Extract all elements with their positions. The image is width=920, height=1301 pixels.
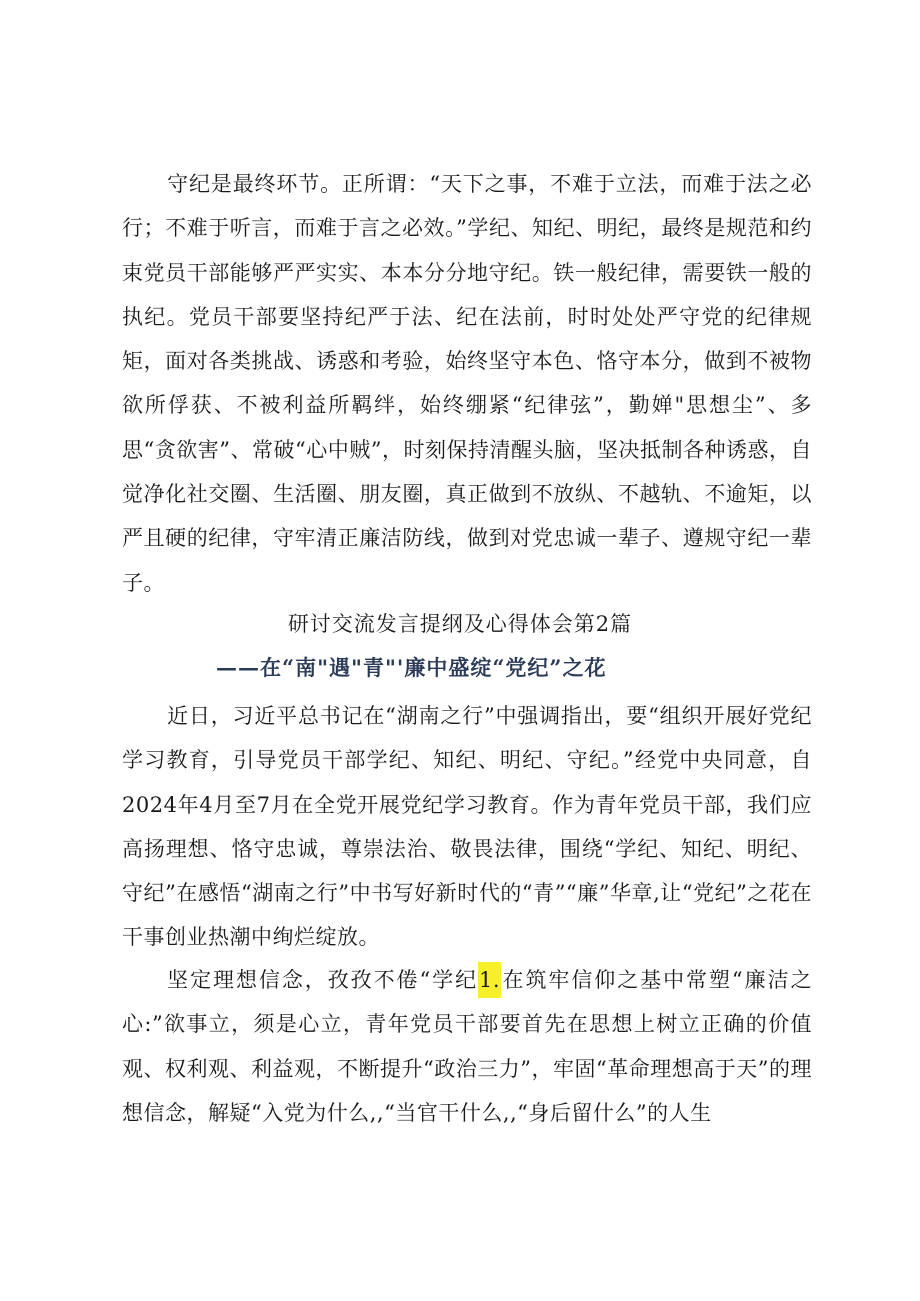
paragraph-1-text: 守纪是最终环节。正所谓：“天下之事，不难于立法，而难于法之必行；不难于听言，而难于言之必效。”学纪、知纪、明纪，最终是规范和约束党员干部能够严严实实、本本分分地守纪。铁一般纪律，需要铁一般的执纪。党员干部要坚持纪严于法、纪在法前，时时处处严守党的纪律规矩，面对各类挑战、诱惑和考验，始终坚守本色、恪守本分，做到不被物欲所俘获、不被利益所羁绊，始终绷紧“纪律弦”，勤婵"思想尘”、多思“贪欲害”、常破“心中贼”，时刻保持清醒头脑，坚决抵制各种诱惑，自觉净化社交圈、生活圈、朋友圈，真正做到不放纵、不越轨、不逾矩，以严且硬的纪律，守牢清正廉洁防线，做到对党忠诚一辈子、遵规守纪一辈子。: [122, 172, 812, 595]
article-subtitle: ——在“南"遇"青"'廉中盛绽“党纪”之花: [216, 655, 607, 680]
article-title: 研讨交流发言提纲及心得体会第2篇: [287, 612, 633, 636]
paragraph-ideals-belief: [122, 958, 812, 1135]
paragraph-3-text: [122, 958, 812, 1135]
paragraph-discipline-keeping: [122, 162, 812, 605]
paragraph-3-lead: 坚定理想信念，孜孜不倦“学纪: [167, 968, 479, 992]
paragraph-introduction: [122, 694, 812, 960]
paragraph-3-rest: 在筑牢信仰之基中常塑“廉洁之心:”欲事立，须是心立，青年党员干部要首先在思想上树立正确的价值观、权利观、利益观，不断提升“政治三力”，牢固“革命理想高于天”的理想信念，解疑“入党为什么,,“当官干什么,,“身后留什么”的人生: [122, 968, 812, 1125]
paragraph-2-text: 近日，习近平总书记在“湖南之行”中强调指出，要“组织开展好党纪学习教育，引导党员干部学纪、知纪、明纪、守纪。”经党中央同意，自2024年4月至7月在全党开展党纪学习教育。作为青年党员干部，我们应高扬理想、恪守忠诚，尊崇法治、敬畏法律，围绕“学纪、知纪、明纪、守纪”在感悟“湖南之行”中书写好新时代的“青”“廉”华章,让“党纪”之花在干事创业热潮中绚烂绽放。: [122, 704, 812, 950]
highlighted-number: 1.: [478, 962, 501, 998]
